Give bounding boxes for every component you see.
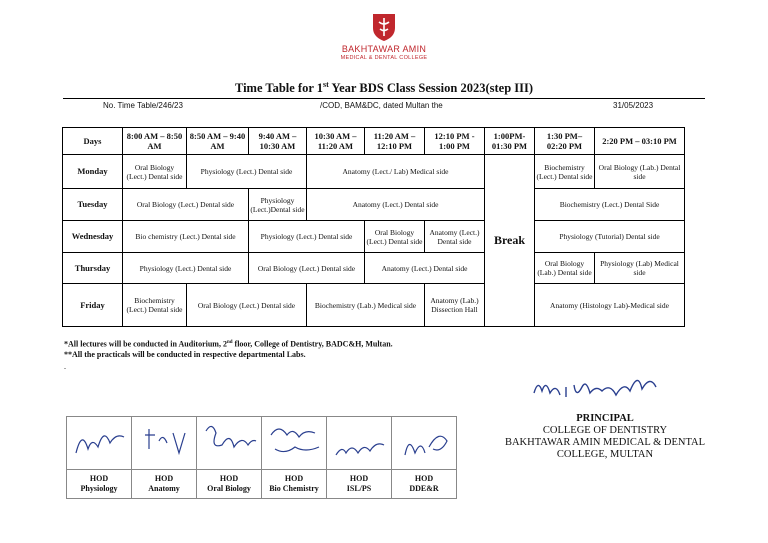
header-slot-2: 8:50 AM – 9:40 AM (187, 128, 249, 155)
day-label: Monday (63, 155, 123, 189)
signature-cell (327, 417, 392, 470)
signature-cell (67, 417, 132, 470)
signature-oral-biology-icon (200, 419, 258, 465)
session-cell: Oral Biology (Lect.) Dental side (365, 221, 425, 253)
signature-cell (392, 417, 457, 470)
break-cell: Break (485, 155, 535, 327)
signature-physiology-icon (70, 419, 128, 465)
table-row-friday (63, 284, 685, 327)
session-cell: Bio chemistry (Lect.) Dental side (123, 221, 249, 253)
reference-office: /COD, BAM&DC, dated Multan the (320, 101, 443, 110)
header-slot-3: 9:40 AM – 10:30 AM (249, 128, 307, 155)
reference-number: No. Time Table/246/23 (103, 101, 183, 110)
principal-signature-icon (530, 365, 690, 407)
day-label: Friday (63, 284, 123, 327)
principal-title: PRINCIPAL (576, 413, 634, 424)
signature-anatomy-icon (135, 419, 193, 465)
footnote-lectures: *All lectures will be conducted in Auditorium, 2nd floor, College of Dentistry, BADC&H, Multan. (64, 339, 393, 349)
table-row-monday (63, 155, 685, 189)
footnotes (64, 338, 393, 360)
hod-label: HOD DDE&R (392, 470, 457, 499)
hod-signature-row (67, 417, 457, 470)
college-logo-icon (369, 12, 399, 42)
stray-dot: . (64, 362, 66, 371)
session-cell: Physiology (Lect.) Dental side (123, 253, 249, 284)
hod-label: HOD Bio Chemistry (262, 470, 327, 499)
session-cell: Oral Biology (Lect.) Dental side (123, 155, 187, 189)
principal-line-1: COLLEGE OF DENTISTRY (542, 425, 668, 436)
signature-dde-r-icon (395, 419, 453, 465)
signature-bio-chemistry-icon (265, 419, 323, 465)
principal-line-3: COLLEGE, MULTAN (556, 449, 654, 460)
college-subtitle: MEDICAL & DENTAL COLLEGE (340, 55, 428, 61)
session-cell: Physiology (Lect.) Dental side (187, 155, 307, 189)
session-cell: Oral Biology (Lab.) Dental side (535, 253, 595, 284)
header-slot-5: 11:20 AM – 12:10 PM (365, 128, 425, 155)
table-row-thursday (63, 253, 685, 284)
footnote-practicals: **All the practicals will be conducted in respective departmental Labs. (64, 349, 306, 359)
session-cell: Anatomy (Lect.) Dental side (365, 253, 485, 284)
session-cell: Anatomy (Lect.) Dental side (307, 189, 485, 221)
session-cell: Oral Biology (Lect.) Dental side (123, 189, 249, 221)
table-row-wednesday (63, 221, 685, 253)
hod-label: HOD Oral Biology (197, 470, 262, 499)
reference-line (63, 98, 705, 113)
session-cell: Physiology (Lect.) Dental side (249, 221, 365, 253)
session-cell: Physiology (Lab) Medical side (595, 253, 685, 284)
timetable-header-row (63, 128, 685, 155)
session-cell: Biochemistry (Lab.) Medical side (307, 284, 425, 327)
page-title: Time Table for 1st Year BDS Class Session 2023(step III) (234, 80, 534, 96)
college-name: BAKHTAWAR AMIN (341, 44, 427, 54)
session-cell: Oral Biology (Lect.) Dental side (249, 253, 365, 284)
day-label: Wednesday (63, 221, 123, 253)
session-cell: Anatomy (Lect.) Dental side (425, 221, 485, 253)
hod-label: HOD Anatomy (132, 470, 197, 499)
session-cell: Anatomy (Lect./ Lab) Medical side (307, 155, 485, 189)
session-cell: Biochemistry (Lect.) Dental side (123, 284, 187, 327)
session-cell: Oral Biology (Lab.) Dental side (595, 155, 685, 189)
reference-date: 31/05/2023 (613, 101, 654, 110)
session-cell: Anatomy (Histology Lab)-Medical side (535, 284, 685, 327)
header-slot-7: 1:30 PM– 02:20 PM (535, 128, 595, 155)
session-cell: Anatomy (Lab.) Dissection Hall (425, 284, 485, 327)
header-slot-4: 10:30 AM – 11:20 AM (307, 128, 365, 155)
header-slot-1: 8:00 AM – 8:50 AM (123, 128, 187, 155)
hod-label-row (67, 470, 457, 499)
principal-line-2: BAKHTAWAR AMIN MEDICAL & DENTAL (504, 437, 706, 448)
day-label: Thursday (63, 253, 123, 284)
timetable (62, 127, 685, 327)
header-slot-8: 2:20 PM – 03:10 PM (595, 128, 685, 155)
session-cell: Oral Biology (Lect.) Dental side (187, 284, 307, 327)
table-row-tuesday (63, 189, 685, 221)
hod-label: HOD ISL/PS (327, 470, 392, 499)
signature-cell (262, 417, 327, 470)
signature-cell (132, 417, 197, 470)
signature-cell (197, 417, 262, 470)
day-label: Tuesday (63, 189, 123, 221)
hod-label: HOD Physiology (67, 470, 132, 499)
session-cell: Physiology (Tutorial) Dental side (535, 221, 685, 253)
header-days: Days (63, 128, 123, 155)
session-cell: Biochemistry (Lect.) Dental Side (535, 189, 685, 221)
principal-block (480, 413, 730, 461)
hod-signature-table (66, 416, 457, 499)
header-slot-break: 1:00PM- 01:30 PM (485, 128, 535, 155)
session-cell: Biochemistry (Lect.) Dental side (535, 155, 595, 189)
header-slot-6: 12:10 PM - 1:00 PM (425, 128, 485, 155)
signature-isl-ps-icon (330, 419, 388, 465)
session-cell: Physiology (Lect.)Dental side (249, 189, 307, 221)
